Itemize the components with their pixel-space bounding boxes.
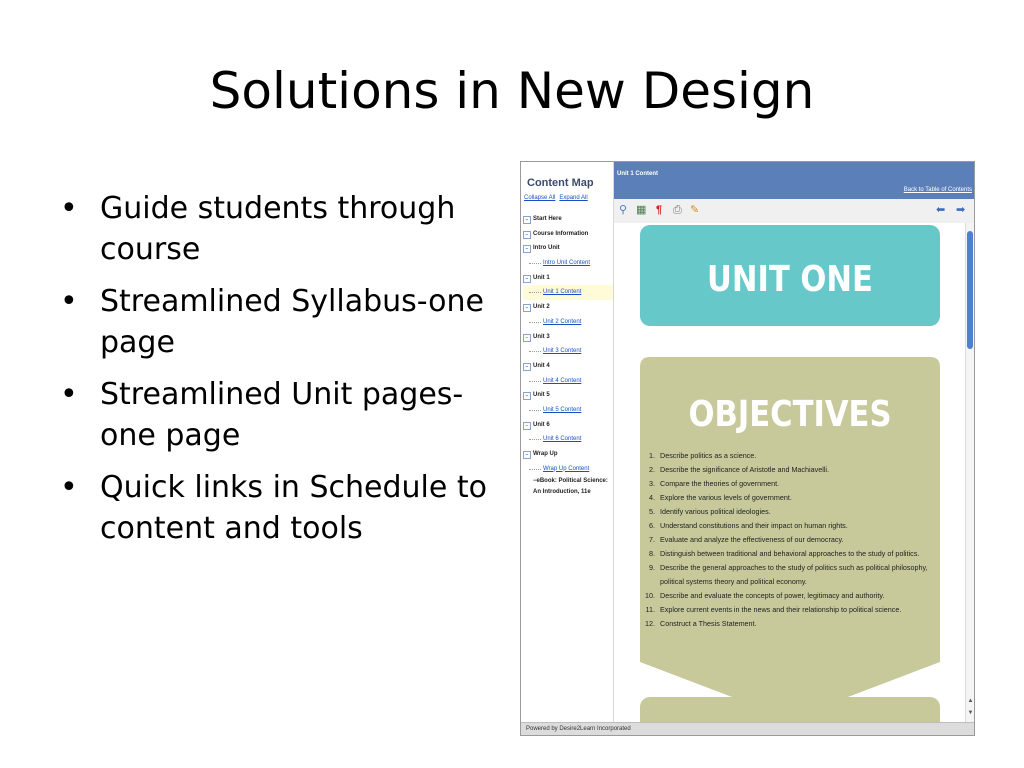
collapse-all-link[interactable]: Collapse All [524, 195, 556, 201]
content-pane [614, 223, 966, 722]
content-map-title: Content Map [527, 177, 594, 189]
print-icon[interactable]: ⎙ [673, 204, 682, 216]
pencil-icon[interactable]: ✎ [690, 204, 700, 216]
bullet-dot: • [60, 284, 78, 319]
search-icon[interactable]: ⚲ [619, 204, 628, 216]
expand-toggle-icon[interactable]: − [523, 334, 531, 342]
tree-module[interactable] [523, 227, 613, 242]
tree-module[interactable] [523, 388, 613, 403]
expand-toggle-icon[interactable]: − [523, 245, 531, 253]
tree-content-link[interactable] [523, 256, 613, 271]
scroll-down-arrow[interactable]: ▼ [967, 710, 974, 716]
objective-item: 1. Describe politics as a science. [649, 451, 757, 460]
objective-item: 7. Evaluate and analyze the effectiveness of our democracy. [649, 535, 844, 544]
tree-branch-line [529, 469, 541, 470]
objectives-list [643, 449, 928, 631]
content-toolbar [614, 199, 974, 224]
objective-item: 8. Distinguish between traditional and behavioral approaches to the study of politics. [649, 549, 920, 558]
tree-content-link[interactable] [523, 374, 613, 389]
objective-item: 2. Describe the significance of Aristotle and Machiavelli. [649, 465, 829, 474]
tree-label: Unit 5 Content [543, 406, 582, 413]
arrow-right-icon[interactable]: ➡ [956, 204, 966, 216]
tree-module[interactable] [523, 212, 613, 227]
tree-label: eBook: Political Science: An Introduction, 11e [533, 478, 608, 496]
tree-module[interactable] [523, 330, 613, 345]
slide-title: Solutions in New Design [209, 62, 815, 120]
footer-bar [521, 722, 974, 736]
bullet-dot: • [60, 470, 78, 505]
tree-module[interactable] [523, 241, 613, 256]
bullet-text: Streamlined Syllabus-one page [100, 284, 485, 360]
bullet-list [56, 188, 496, 560]
expand-toggle-icon[interactable]: − [523, 392, 531, 400]
embedded-screenshot [520, 161, 975, 736]
tree-branch-line [529, 410, 541, 411]
tree-content-link[interactable] [523, 344, 613, 359]
tree-module[interactable] [523, 447, 613, 462]
tree-label: Unit 4 Content [543, 377, 582, 384]
tree-label: Unit 1 [533, 274, 550, 281]
objective-item: 11. Explore current events in the news and their relationship to political science. [645, 605, 902, 614]
back-to-toc-link[interactable]: Back to Table of Contents [903, 187, 972, 193]
tree-label: Unit 3 [533, 333, 550, 340]
tree-label: Start Here [533, 216, 562, 222]
expand-toggle-icon[interactable]: − [523, 451, 531, 459]
tree-label: Intro Unit Content [543, 260, 591, 267]
tree-label: Unit 3 Content [543, 348, 582, 355]
objective-item: 5. Identify various political ideologies. [649, 507, 771, 516]
bullet-text: Guide students through course [100, 191, 456, 267]
objective-item: 9. Describe the general approaches to the study of politics such as political philosophy, political systems theory and political economy. [649, 563, 928, 586]
scrollbar-thumb[interactable] [967, 231, 973, 349]
bullet-item [56, 188, 496, 270]
unit-banner-text: UNIT ONE [707, 259, 873, 300]
tree-content-link[interactable] [523, 403, 613, 418]
expand-toggle-icon[interactable]: − [523, 422, 531, 430]
bullet-item [56, 467, 496, 549]
bullet-dot: • [60, 377, 78, 412]
content-map-sidebar [521, 162, 614, 722]
expand-all-link[interactable]: Expand All [559, 195, 588, 201]
document-icon[interactable]: ▦ [636, 204, 647, 216]
vertical-scrollbar[interactable] [965, 223, 975, 722]
expand-toggle-icon[interactable]: − [523, 304, 531, 312]
objective-item: 3. Compare the theories of government. [649, 479, 780, 488]
tree-label: Unit 2 [533, 304, 550, 311]
tree-content-link[interactable] [523, 285, 613, 300]
objective-item: 10. Describe and evaluate the concepts of power, legitimacy and authority. [645, 591, 885, 600]
tree-branch-line [529, 263, 541, 264]
bullet-dot: • [60, 191, 78, 226]
tree-label: Unit 6 Content [543, 436, 582, 443]
tree-controls [524, 195, 592, 201]
tree-label: Unit 4 [533, 362, 550, 369]
tree-branch-line [529, 351, 541, 352]
tree-label: Unit 2 Content [543, 318, 582, 325]
tree-module[interactable] [523, 300, 613, 315]
paragraph-icon[interactable]: ¶ [656, 204, 663, 216]
tree-branch-line [529, 381, 541, 382]
next-section-box [640, 697, 940, 722]
objective-item: 6. Understand constitutions and their impact on human rights. [649, 521, 848, 530]
objective-item: 4. Explore the various levels of government. [649, 493, 792, 502]
arrow-left-icon[interactable]: ⬅ [936, 204, 946, 216]
tree-module[interactable] [523, 271, 613, 286]
tree-label: Wrap Up Content [543, 465, 590, 472]
tree-label: Unit 1 Content [543, 289, 582, 296]
tree-module[interactable] [523, 476, 613, 500]
tree-label: Unit 6 [533, 421, 550, 428]
bullet-text: Quick links in Schedule to content and tools [100, 470, 487, 546]
expand-toggle-icon[interactable]: − [523, 216, 531, 224]
tree-content-link[interactable] [523, 315, 613, 330]
expand-toggle-icon[interactable]: − [523, 275, 531, 283]
tree-label: Course Information [533, 230, 589, 237]
tree-label: Unit 5 [533, 392, 550, 399]
tree-module[interactable] [523, 418, 613, 433]
tree-branch-line [529, 292, 541, 293]
tree-label: Wrap Up [533, 451, 558, 457]
bullet-item [56, 374, 496, 456]
scroll-up-arrow[interactable]: ▲ [967, 698, 974, 704]
footer-text: Powered by Desire2Learn Incorporated [526, 726, 631, 732]
objectives-title: OBJECTIVES [688, 394, 892, 435]
bullet-item [56, 281, 496, 363]
content-tree [523, 212, 613, 500]
content-header [614, 162, 974, 199]
expand-toggle-icon[interactable]: − [523, 363, 531, 371]
expand-toggle-icon[interactable]: − [533, 478, 537, 485]
tree-label: Intro Unit [533, 245, 560, 252]
bullet-text: Streamlined Unit pages-one page [100, 377, 464, 453]
content-header-title: Unit 1 Content [617, 171, 658, 177]
tree-content-link[interactable] [523, 462, 613, 477]
tree-branch-line [529, 322, 541, 323]
tree-branch-line [529, 439, 541, 440]
unit-banner [640, 225, 940, 326]
tree-module[interactable] [523, 359, 613, 374]
objective-item: 12. Construct a Thesis Statement. [645, 619, 757, 628]
expand-toggle-icon[interactable]: − [523, 231, 531, 239]
tree-content-link[interactable] [523, 432, 613, 447]
